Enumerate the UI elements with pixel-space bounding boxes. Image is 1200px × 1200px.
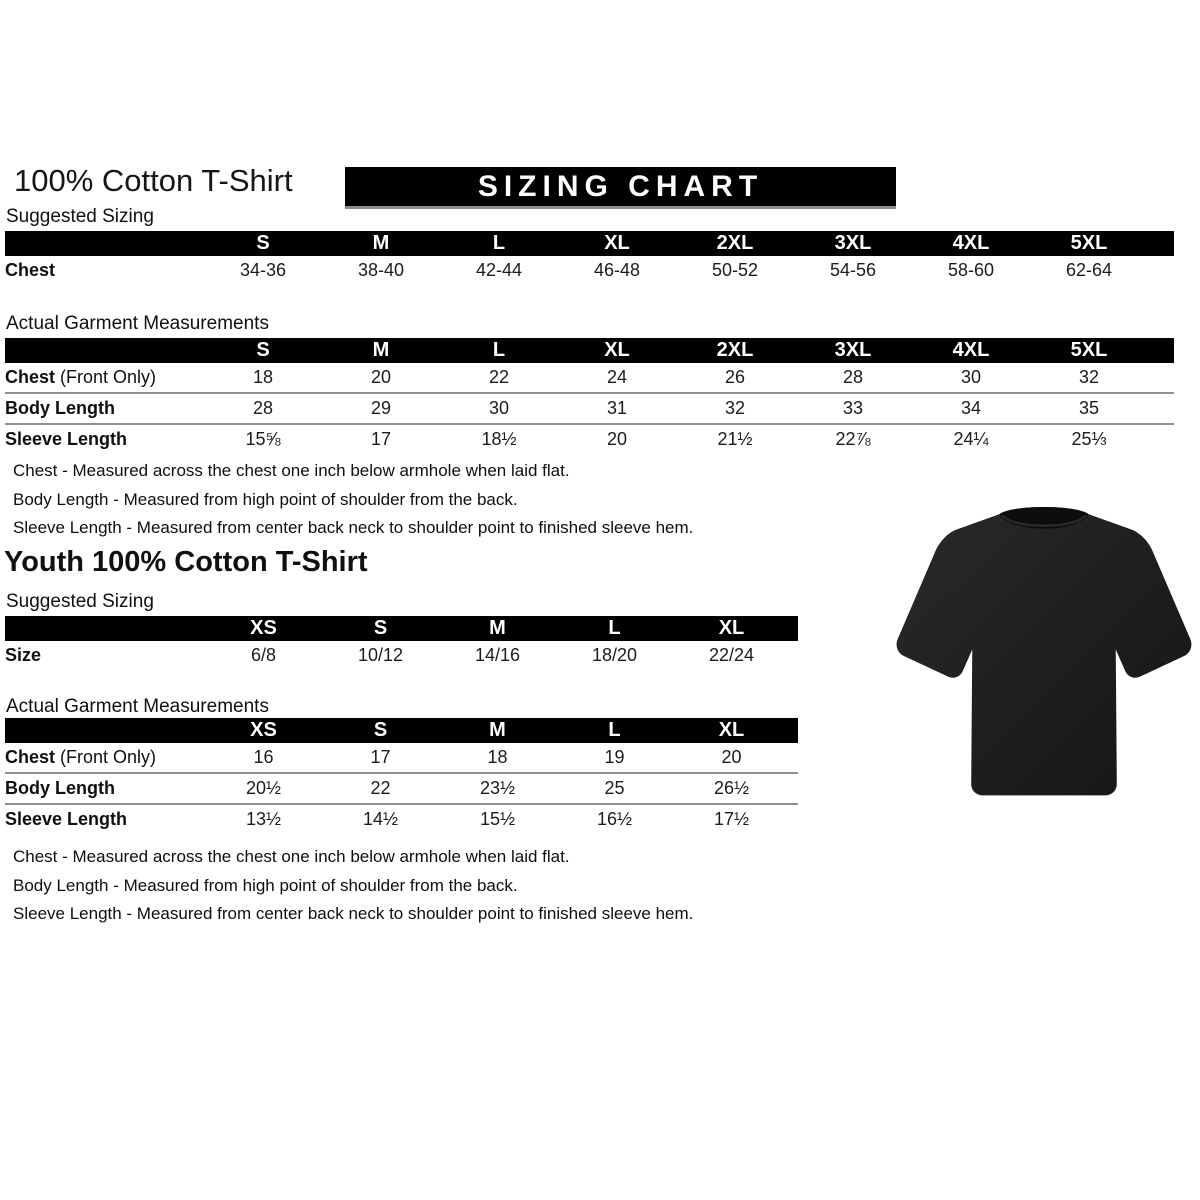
- filler-cell: [1148, 363, 1174, 393]
- size-header-cell: XL: [604, 232, 630, 254]
- value-cell: 16: [253, 747, 274, 767]
- size-header-cell: 3XL: [834, 232, 872, 254]
- row-label: Body Length: [5, 773, 205, 804]
- sizing-chart-banner: SIZING CHART: [345, 167, 896, 206]
- value-cell: 38-40: [357, 260, 405, 280]
- row-label: Body Length: [5, 393, 204, 424]
- value-cell: 16½: [556, 804, 673, 834]
- value-cell: 13½: [205, 804, 322, 834]
- value-cell: 24: [606, 367, 628, 387]
- size-header-cell: 4XL: [952, 232, 990, 254]
- value-cell: 21½: [676, 424, 794, 454]
- adult-actual-heading: Actual Garment Measurements: [6, 313, 269, 334]
- note-chest: Chest - Measured across the chest one inch below armhole when laid flat.: [13, 847, 570, 866]
- youth-suggested-heading: Suggested Sizing: [6, 591, 154, 612]
- value-cell: 34: [912, 393, 1030, 424]
- value-cell: 24¼: [912, 424, 1030, 454]
- row-label: Sleeve Length: [5, 424, 204, 454]
- filler-cell: [1148, 231, 1174, 256]
- value-cell: 17: [370, 747, 391, 767]
- value-cell: 34-36: [239, 260, 287, 280]
- black-t-shirt-image: [888, 482, 1200, 804]
- size-header-cell: XL: [718, 719, 745, 741]
- size-header-cell: XS: [250, 719, 277, 741]
- value-cell: 28: [842, 367, 864, 387]
- youth-actual-table: [5, 718, 798, 834]
- value-cell: 20: [370, 367, 392, 387]
- value-cell: 32: [676, 393, 794, 424]
- value-cell: 10/12: [357, 645, 404, 665]
- size-header-cell: L: [492, 232, 506, 254]
- value-cell: 20: [721, 747, 742, 767]
- value-cell: 22⅞: [794, 424, 912, 454]
- size-header-cell: M: [372, 232, 390, 254]
- youth-title: Youth 100% Cotton T-Shirt: [4, 546, 368, 578]
- value-cell: 31: [558, 393, 676, 424]
- value-cell: 42-44: [475, 260, 523, 280]
- row-label: Sleeve Length: [5, 804, 205, 834]
- size-header-cell: S: [373, 617, 388, 639]
- size-header-row: [5, 718, 798, 743]
- value-cell: 17: [322, 424, 440, 454]
- filler-cell: [790, 641, 798, 670]
- chest-front-only-row: [5, 363, 1174, 393]
- size-header-cell: XL: [604, 339, 630, 361]
- value-cell: 6/8: [250, 645, 277, 665]
- value-cell: 18/20: [591, 645, 638, 665]
- value-cell: 20½: [205, 773, 322, 804]
- size-header-cell: 2XL: [716, 339, 754, 361]
- filler-cell: [1148, 393, 1174, 424]
- value-cell: 18½: [440, 424, 558, 454]
- body-length-row: [5, 393, 1174, 424]
- sleeve-length-row: [5, 804, 798, 834]
- note-sleeve-length: Sleeve Length - Measured from center back neck to shoulder point to finished sleeve hem.: [13, 518, 694, 538]
- body-length-row: [5, 773, 798, 804]
- filler-cell: [790, 718, 798, 743]
- size-header-cell: XL: [718, 617, 745, 639]
- size-header-cell: M: [372, 339, 390, 361]
- filler-cell: [1148, 338, 1174, 363]
- row-label: Chest (Front Only): [5, 367, 157, 387]
- row-label: Chest (Front Only): [5, 747, 157, 767]
- size-header-cell: S: [373, 719, 388, 741]
- chest-row: [5, 256, 1174, 285]
- value-cell: 15½: [439, 804, 556, 834]
- note-body-length: Body Length - Measured from high point of shoulder from the back.: [13, 489, 518, 509]
- size-header-cell: M: [489, 719, 506, 741]
- value-cell: 25⅓: [1030, 424, 1148, 454]
- page-title: 100% Cotton T-Shirt: [14, 163, 293, 198]
- value-cell: 28: [204, 393, 322, 424]
- size-header-cell: 5XL: [1070, 339, 1108, 361]
- value-cell: 33: [794, 393, 912, 424]
- value-cell: 19: [604, 747, 625, 767]
- header-label-spacer: [5, 718, 205, 743]
- size-header-cell: L: [608, 719, 621, 741]
- note-body-length: Body Length - Measured from high point of shoulder from the back.: [13, 875, 518, 895]
- size-header-cell: XS: [250, 617, 277, 639]
- adult-measurement-notes: [13, 457, 693, 543]
- value-cell: 20: [558, 424, 676, 454]
- size-header-cell: S: [256, 232, 270, 254]
- value-cell: 35: [1030, 393, 1148, 424]
- header-label-spacer: [5, 231, 204, 256]
- value-cell: 54-56: [829, 260, 877, 280]
- value-cell: 18: [487, 747, 508, 767]
- note-sleeve-length: Sleeve Length - Measured from center back neck to shoulder point to finished sleeve hem.: [13, 904, 694, 924]
- value-cell: 32: [1078, 367, 1100, 387]
- header-label-spacer: [5, 338, 204, 363]
- adult-suggested-heading: Suggested Sizing: [6, 206, 154, 227]
- value-cell: 62-64: [1065, 260, 1113, 280]
- value-cell: 22: [488, 367, 510, 387]
- size-header-cell: 3XL: [834, 339, 872, 361]
- chest-front-only-row: [5, 743, 798, 773]
- size-header-cell: M: [489, 617, 506, 639]
- adult-suggested-table: [5, 231, 1174, 285]
- size-header-row: [5, 231, 1174, 256]
- size-row: [5, 641, 798, 670]
- size-header-row: [5, 616, 798, 641]
- value-cell: 50-52: [711, 260, 759, 280]
- value-cell: 26½: [673, 773, 790, 804]
- value-cell: 46-48: [593, 260, 641, 280]
- value-cell: 58-60: [947, 260, 995, 280]
- value-cell: 26: [724, 367, 746, 387]
- filler-cell: [790, 773, 798, 804]
- value-cell: 30: [440, 393, 558, 424]
- value-cell: 30: [960, 367, 982, 387]
- filler-cell: [790, 616, 798, 641]
- header-label-spacer: [5, 616, 205, 641]
- value-cell: 29: [322, 393, 440, 424]
- note-chest: Chest - Measured across the chest one inch below armhole when laid flat.: [13, 461, 570, 480]
- row-label: Chest: [5, 260, 56, 280]
- row-label: Size: [5, 645, 42, 665]
- value-cell: 17½: [673, 804, 790, 834]
- filler-cell: [790, 804, 798, 834]
- filler-cell: [790, 743, 798, 773]
- youth-measurement-notes: [13, 843, 693, 929]
- value-cell: 15⅝: [204, 424, 322, 454]
- filler-cell: [1148, 424, 1174, 454]
- value-cell: 23½: [439, 773, 556, 804]
- value-cell: 14/16: [474, 645, 521, 665]
- value-cell: 18: [252, 367, 274, 387]
- t-shirt-body: [897, 507, 1192, 795]
- value-cell: 14½: [322, 804, 439, 834]
- value-cell: 22: [322, 773, 439, 804]
- youth-suggested-table: [5, 616, 798, 670]
- size-header-row: [5, 338, 1174, 363]
- adult-actual-table: [5, 338, 1174, 454]
- value-cell: 25: [556, 773, 673, 804]
- filler-cell: [1148, 256, 1174, 285]
- size-header-cell: 4XL: [952, 339, 990, 361]
- youth-actual-heading: Actual Garment Measurements: [6, 696, 269, 717]
- sleeve-length-row: [5, 424, 1174, 454]
- size-header-cell: 2XL: [716, 232, 754, 254]
- value-cell: 22/24: [708, 645, 755, 665]
- size-header-cell: S: [256, 339, 270, 361]
- size-header-cell: 5XL: [1070, 232, 1108, 254]
- size-header-cell: L: [608, 617, 621, 639]
- size-header-cell: L: [492, 339, 506, 361]
